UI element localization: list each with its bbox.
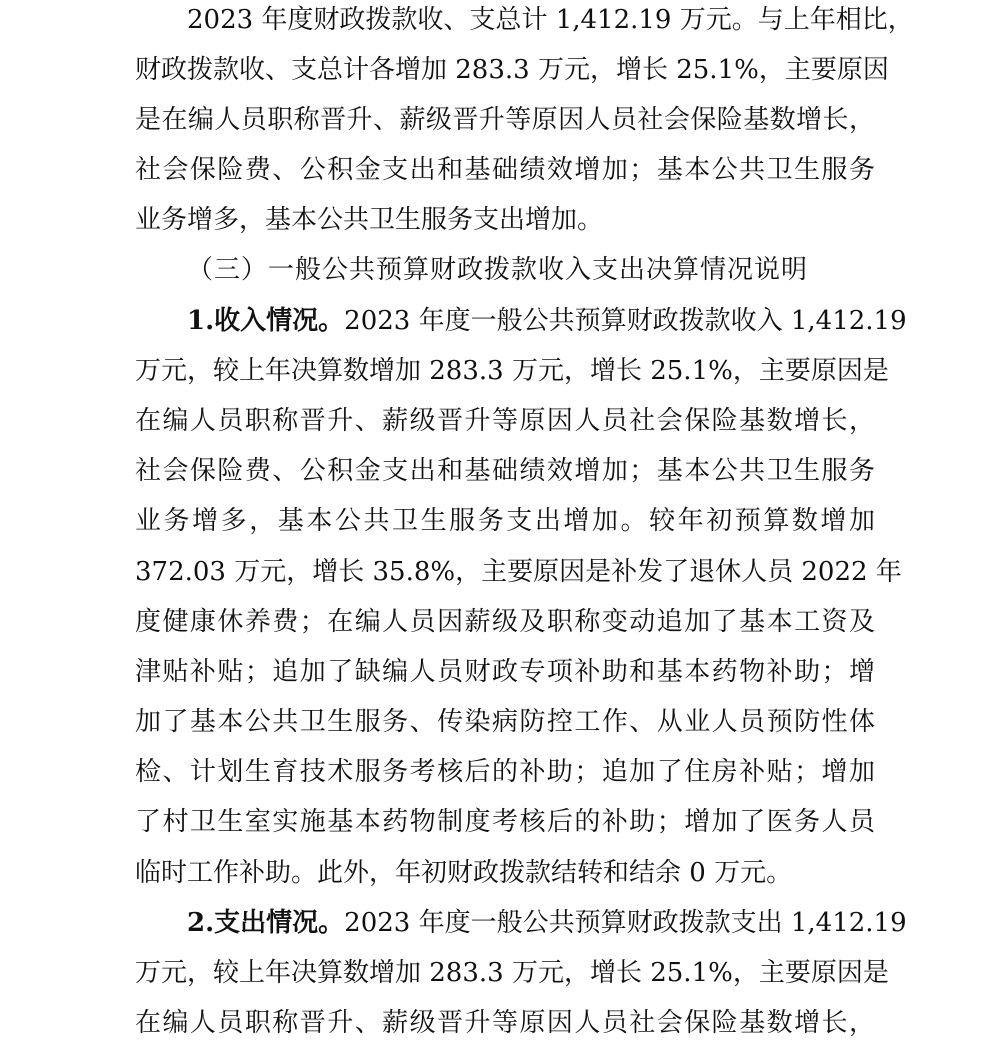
paragraph-line: 临时工作补助。此外，年初财政拨款结转和结余 0 万元。 <box>135 858 793 888</box>
expenditure-label: 2.支出情况。 <box>187 908 345 938</box>
income-first-line <box>187 296 907 346</box>
paragraph-line: 度健康休养费；在编人员因薪级及职称变动追加了基本工资及 <box>135 607 875 637</box>
paragraph-line: 在编人员职称晋升、薪级晋升等原因人员社会保险基数增长， <box>135 406 875 436</box>
expenditure-first-line-text: 2023 年度一般公共预算财政拨款支出 1,412.19 <box>344 908 907 938</box>
paragraph-line: 加了基本公共卫生服务、传染病防控工作、从业人员预防性体 <box>135 707 875 737</box>
paragraph-line: 财政拨款收、支总计各增加 283.3 万元，增长 25.1%，主要原因 <box>135 55 889 85</box>
paragraph-line: 372.03 万元，增长 35.8%，主要原因是补发了退休人员 2022 年 <box>135 557 902 587</box>
paragraph-line: 万元，较上年决算数增加 283.3 万元，增长 25.1%，主要原因是 <box>135 958 889 988</box>
income-first-line-text: 2023 年度一般公共预算财政拨款收入 1,412.19 <box>344 306 907 336</box>
paragraph-line: 在编人员职称晋升、薪级晋升等原因人员社会保险基数增长， <box>135 1008 875 1038</box>
income-label: 1.收入情况。 <box>187 306 345 336</box>
paragraph-line: 万元，较上年决算数增加 283.3 万元，增长 25.1%，主要原因是 <box>135 356 889 386</box>
paragraph-line: 津贴补贴；追加了缺编人员财政专项补助和基本药物补助；增 <box>135 657 875 687</box>
paragraph-line: 2023 年度财政拨款收、支总计 1,412.19 万元。与上年相比， <box>187 5 914 35</box>
expenditure-first-line <box>187 898 907 948</box>
paragraph-line: 业务增多，基本公共卫生服务支出增加。 <box>135 205 604 235</box>
paragraph-line: 社会保险费、公积金支出和基础绩效增加；基本公共卫生服务 <box>135 155 875 185</box>
paragraph-line: 是在编人员职称晋升、薪级晋升等原因人员社会保险基数增长， <box>135 105 875 135</box>
section-heading: （三）一般公共预算财政拨款收入支出决算情况说明 <box>187 255 809 285</box>
paragraph-line: 社会保险费、公积金支出和基础绩效增加；基本公共卫生服务 <box>135 456 875 486</box>
paragraph-line: 检、计划生育技术服务考核后的补助；追加了住房补贴；增加 <box>135 757 875 787</box>
paragraph-line: 了村卫生室实施基本药物制度考核后的补助；增加了医务人员 <box>135 807 875 837</box>
paragraph-line: 业务增多，基本公共卫生服务支出增加。较年初预算数增加 <box>135 506 875 536</box>
